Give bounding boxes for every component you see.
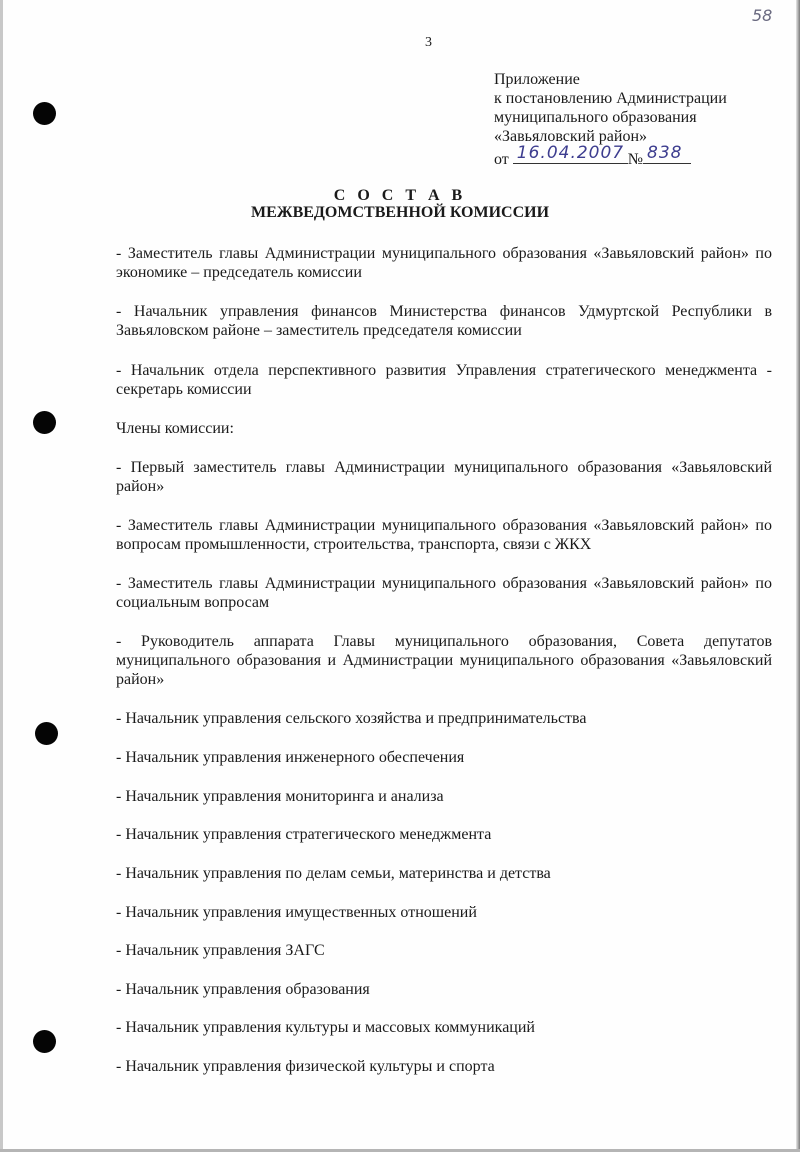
document-subtitle: МЕЖВЕДОМСТВЕННОЙ КОМИССИИ [250, 204, 550, 221]
members-heading: Члены комиссии: [116, 420, 234, 437]
handwritten-number: 838 [647, 143, 683, 163]
document-title: С О С Т А В [333, 187, 467, 204]
member-entry: - Заместитель главы Администрации муниципального образования «Завьяловский район» по вопросам промышленности, строительства, транспорта, связи с ЖКХ [116, 517, 772, 553]
scan-edge-left [0, 0, 3, 1152]
punch-hole [33, 102, 56, 125]
member-entry: - Начальник управления образования [116, 981, 370, 998]
member-entry: - Начальник управления по делам семьи, материнства и детства [116, 865, 551, 882]
member-entry: - Заместитель главы Администрации муниципального образования «Завьяловский район» по социальным вопросам [116, 575, 772, 611]
member-entry: - Руководитель аппарата Главы муниципального образования, Совета депутатов муниципального образования и Администрации муниципального образования «Завьяловский район» [116, 633, 772, 688]
punch-hole [33, 411, 56, 434]
member-entry: - Первый заместитель главы Администрации муниципального образования «Завьяловский район» [116, 459, 772, 495]
member-entry: - Начальник управления культуры и массовых коммуникаций [116, 1019, 535, 1036]
number-field [643, 143, 691, 164]
member-entry: - Начальник управления стратегического менеджмента [116, 826, 492, 843]
member-entry: - Начальник управления ЗАГС [116, 942, 325, 959]
date-prefix: от [494, 151, 509, 168]
member-entry: - Начальник управления мониторинга и анализа [116, 788, 444, 805]
secretary-entry: - Начальник отдела перспективного развития Управления стратегического менеджмента - секретарь комиссии [116, 362, 772, 398]
appendix-line: «Завьяловский район» [494, 128, 647, 145]
appendix-date-line [494, 143, 727, 169]
number-prefix: № [627, 151, 644, 168]
chairman-entry: - Заместитель главы Администрации муниципального образования «Завьяловский район» по экономике – председатель комиссии [116, 245, 772, 281]
member-entry: - Начальник управления сельского хозяйства и предпринимательства [116, 710, 587, 727]
appendix-line: муниципального образования [494, 109, 697, 126]
punch-hole [35, 722, 58, 745]
page-number: 3 [425, 35, 432, 50]
punch-hole [33, 1030, 56, 1053]
member-entry: - Начальник управления имущественных отношений [116, 904, 477, 921]
deputy-chairman-entry: - Начальник управления финансов Министерства финансов Удмуртской Республики в Завьяловском районе – заместитель председателя комиссии [116, 303, 772, 339]
member-entry: - Начальник управления инженерного обеспечения [116, 749, 465, 766]
handwritten-page-number: 58 [752, 6, 773, 25]
handwritten-date: 16.04.2007 [516, 143, 625, 163]
appendix-line: к постановлению Администрации [494, 90, 727, 107]
member-entry: - Начальник управления физической культуры и спорта [116, 1058, 495, 1075]
appendix-line: Приложение [494, 71, 580, 88]
scan-edge-right [796, 0, 800, 1152]
date-field [513, 143, 628, 164]
appendix-block [494, 70, 727, 169]
